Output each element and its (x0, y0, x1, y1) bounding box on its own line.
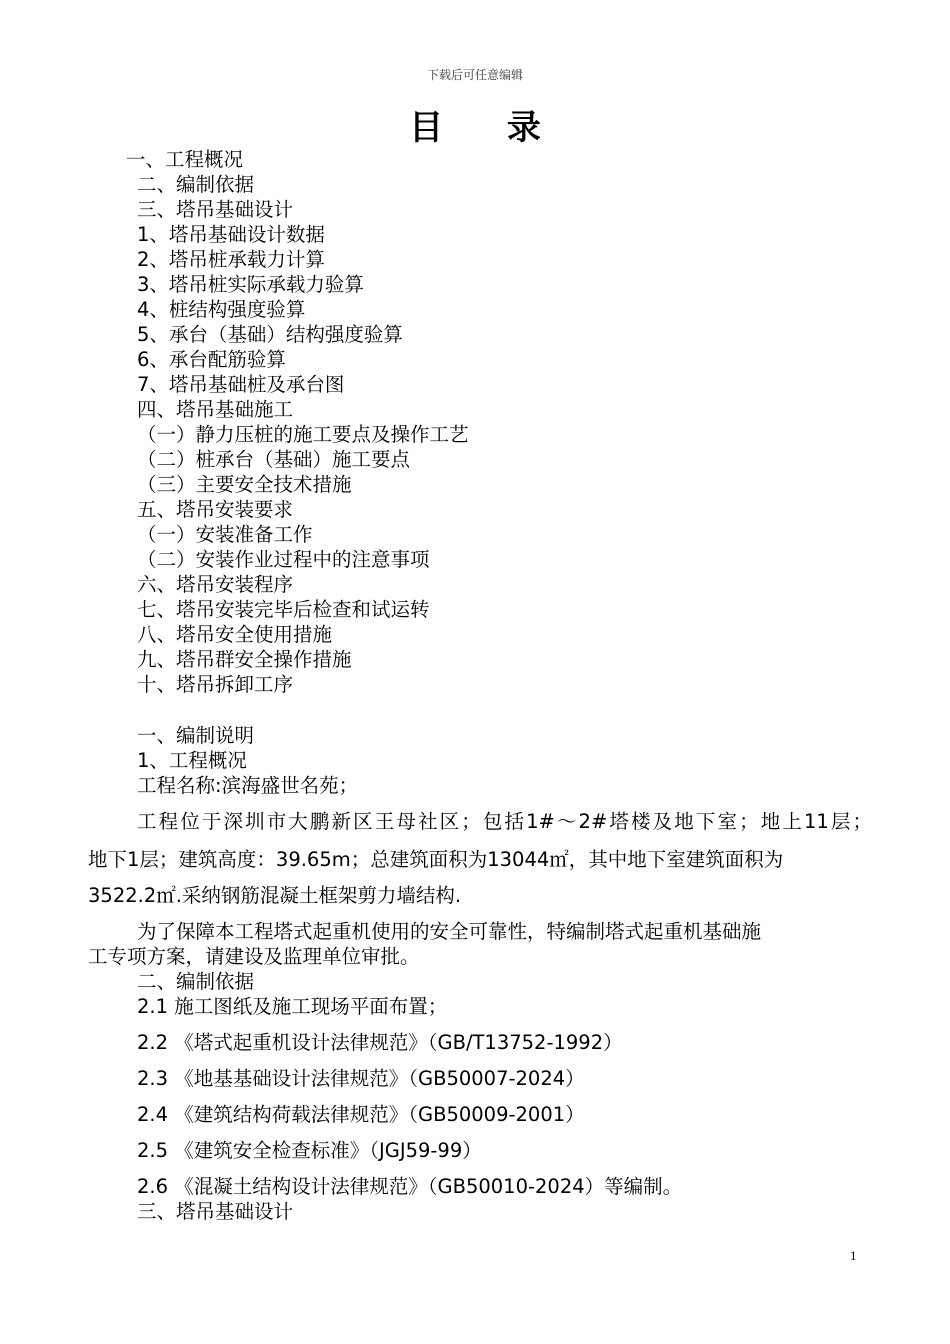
subsection-heading: 1、工程概况 (137, 749, 247, 772)
basis-item: 2.4 《建筑结构荷载法律规范》（GB50009-2001） (137, 1103, 585, 1126)
toc-item[interactable]: 5、承台（基础）结构强度验算 (137, 323, 403, 346)
toc-item[interactable]: 十、塔吊拆卸工序 (137, 673, 294, 696)
paragraph-line: 为了保障本工程塔式起重机使用的安全可靠性，特编制塔式起重机基础施 (137, 920, 762, 943)
basis-item: 2.1 施工图纸及施工现场平面布置； (137, 995, 448, 1018)
section-heading: 二、编制依据 (137, 970, 255, 993)
basis-item: 2.3 《地基基础设计法律规范》（GB50007-2024） (137, 1067, 585, 1090)
basis-item: 2.2 《塔式起重机设计法律规范》（GB/T13752-1992） (137, 1031, 623, 1054)
toc-item[interactable]: 六、塔吊安装程序 (137, 573, 294, 596)
toc-item[interactable]: 3、塔吊桩实际承载力验算 (137, 273, 364, 296)
toc-item[interactable]: 四、塔吊基础施工 (137, 398, 294, 421)
toc-item[interactable]: 九、塔吊群安全操作措施 (137, 648, 352, 671)
toc-item[interactable]: （二）安装作业过程中的注意事项 (137, 548, 430, 571)
toc-item[interactable]: （二）桩承台（基础）施工要点 (137, 448, 411, 471)
section-heading: 三、塔吊基础设计 (137, 1200, 294, 1223)
toc-item[interactable]: 八、塔吊安全使用措施 (137, 623, 333, 646)
paragraph-line: 3522.2㎡.采纳钢筋混凝土框架剪力墙结构. (88, 884, 462, 907)
toc-item[interactable]: （一）安装准备工作 (137, 523, 313, 546)
basis-item: 2.6 《混凝土结构设计法律规范》（GB50010-2024）等编制。 (137, 1175, 683, 1198)
toc-item[interactable]: 一、工程概况 (126, 148, 244, 171)
toc-item[interactable]: 7、塔吊基础桩及承台图 (137, 373, 345, 396)
page-title: 目 录 (409, 108, 567, 148)
section-heading: 一、编制说明 (137, 724, 255, 747)
toc-item[interactable]: （三）主要安全技术措施 (137, 473, 352, 496)
toc-item[interactable]: 4、桩结构强度验算 (137, 298, 306, 321)
toc-item[interactable]: 五、塔吊安装要求 (137, 498, 294, 521)
paragraph-line: 地下1层；建筑高度：39.65m；总建筑面积为13044㎡，其中地下室建筑面积为 (88, 848, 784, 871)
toc-item[interactable]: 2、塔吊桩承载力计算 (137, 248, 325, 271)
paragraph-line: 工程位于深圳市大鹏新区王母社区；包括1#～2#塔楼及地下室；地上11层； (137, 810, 872, 833)
paragraph-line: 工专项方案，请建设及监理单位审批。 (88, 945, 420, 968)
toc-item[interactable]: （一）静力压桩的施工要点及操作工艺 (137, 423, 469, 446)
toc-item[interactable]: 1、塔吊基础设计数据 (137, 223, 325, 246)
toc-item[interactable]: 二、编制依据 (137, 173, 255, 196)
basis-item: 2.5 《建筑安全检查标准》（JGJ59-99） (137, 1139, 482, 1162)
toc-item[interactable]: 三、塔吊基础设计 (137, 198, 294, 221)
page-number: 1 (850, 1248, 857, 1263)
toc-item[interactable]: 6、承台配筋验算 (137, 348, 286, 371)
toc-item[interactable]: 七、塔吊安装完毕后检查和试运转 (137, 598, 430, 621)
table-of-contents (0, 147, 950, 697)
page-header: 下载后可任意编辑 (426, 68, 523, 82)
project-name-text: 工程名称:滨海盛世名苑； (137, 774, 359, 797)
